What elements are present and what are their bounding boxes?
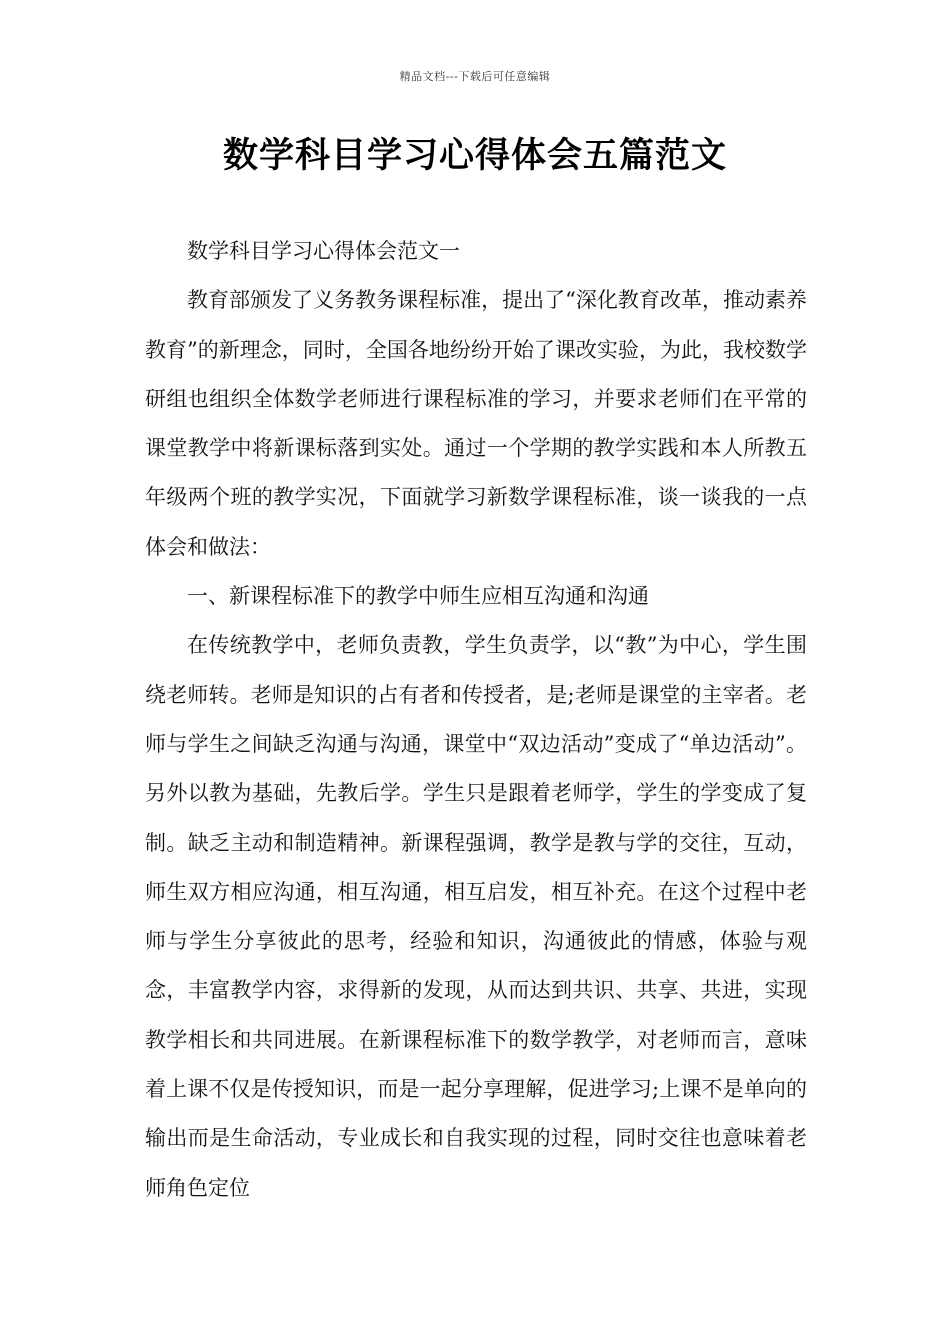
subsection-heading: 一、新课程标准下的教学中师生应相互沟通和沟通 bbox=[187, 584, 649, 609]
paragraph: 在传统教学中，老师负责教，学生负责学，以“教”为中心，学生围绕老师转。老师是知识的占有者和传授者，是;老师是课堂的主宰者。老师与学生之间缺乏沟通与沟通，课堂中“双边活动”变成了“单边活动”。另外以教为基础，先教后学。学生只是跟着老师学，学生的学变成了复制。缺乏主动和制造精神。新课程强调，教学是教与学的交往，互动，师生双方相应沟通，相互沟通，相互启发，相互补充。在这个过程中老师与学生分享彼此的思考，经验和知识，沟通彼此的情感，体验与观念，丰富教学内容，求得新的发现，从而达到共识、共享、共进，实现教学相长和共同进展。在新课程标准下的数学教学，对老师而言，意味着上课不仅是传授知识，而是一起分享理解，促进学习;上课不是单向的输出而是生命活动，专业成长和自我实现的过程，同时交往也意味着老师角色定位 bbox=[145, 633, 807, 1200]
document-body bbox=[145, 227, 807, 1213]
header-note: 精品文档---下载后可任意编辑 bbox=[399, 70, 551, 83]
document-title: 数学科目学习心得体会五篇范文 bbox=[222, 136, 727, 176]
section-heading: 数学科目学习心得体会范文一 bbox=[187, 239, 460, 263]
paragraph: 教育部颁发了义务教务课程标准，提出了“深化教育改革，推动素养教育”的新理念，同时，全国各地纷纷开始了课改实验，为此，我校数学研组也组织全体数学老师进行课程标准的学习，并要求老师们在平常的课堂教学中将新课标落到实处。通过一个学期的教学实践和本人所教五年级两个班的教学实况，下面就学习新数学课程标准，谈一谈我的一点体会和做法： bbox=[145, 288, 807, 559]
